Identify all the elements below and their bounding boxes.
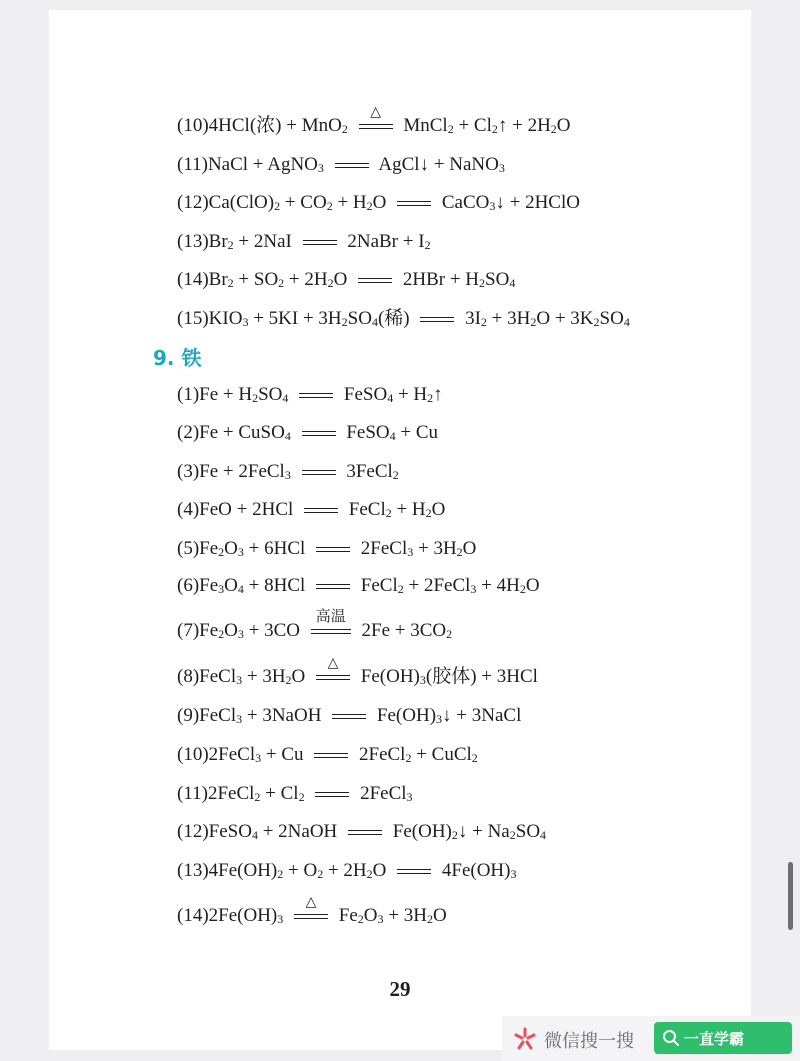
equation-10: (10)4HCl(浓) + MnO$_2$ △ MnCl$_2$ + $Cl_2↑ + 2H_2O$ (177, 105, 571, 136)
equals-sign: △ (316, 675, 350, 680)
equals-sign (348, 830, 382, 835)
equals-sign (397, 201, 431, 206)
equals-sign: △ (294, 914, 328, 919)
equals-sign: △ (359, 124, 393, 129)
equation-14: $(14)Br_2 + SO_2 + 2H_2O$ $2HBr + H_2SO_4$ (177, 269, 516, 290)
equals-sign (358, 278, 392, 283)
wechat-search-bar[interactable] (502, 1016, 800, 1061)
equation-fe-6: $(6)Fe_3O_4 + 8HCl$ FeCl$_2$ + 2FeCl$_3$ + $4H_2O$ (177, 575, 540, 596)
equation-12: $(12)Ca(ClO)_2 + CO_2 + H_2O$ CaCO$_3$↓ + 2HClO (177, 192, 580, 213)
equals-sign (303, 240, 337, 245)
scrollbar-thumb[interactable] (788, 862, 793, 930)
search-keyword-label: 一直学霸 (684, 1030, 745, 1048)
equation-fe-3: (3)Fe + 2FeCl$_3$ 3FeCl$_2$ (177, 461, 399, 482)
equation-fe-14: $(14)2Fe(OH)_3$ △ $Fe_2O_3 + 3H_2O$ (177, 895, 447, 926)
equation-fe-13: $(13)4Fe(OH)_2 + O_2 + 2H_2O$ $4Fe(OH)_3$ (177, 860, 517, 881)
equals-sign (397, 869, 431, 874)
equation-11: (11)NaCl + AgNO$_3$ AgCl↓ + NaNO$_3$ (177, 154, 505, 175)
equals-sign (302, 431, 336, 436)
equation-fe-9: (9)FeCl$_3$ + 3NaOH $Fe(OH)_3↓$ + 3NaCl (177, 705, 522, 726)
equals-sign (315, 792, 349, 797)
equation-fe-1: $(1)Fe + H_2SO_4$ FeSO$_4$ + $H_2↑$ (177, 384, 443, 405)
equals-sign (332, 714, 366, 719)
equation-fe-5: $(5)Fe_2O_3 + 6HCl$ 2FeCl$_3$ + $3H_2O$ (177, 538, 477, 559)
equals-sign (316, 584, 350, 589)
equation-13: $(13)Br_2 + 2NaI$ 2NaBr + $I_2$ (177, 231, 431, 252)
section-heading-iron: 9. 铁 (153, 346, 202, 370)
equals-sign: 高温 (311, 629, 351, 634)
equals-sign (335, 163, 369, 168)
equals-sign (304, 508, 338, 513)
equation-fe-8: (8)FeCl$_3$ + $3H_2O$ △ $Fe(OH)_3$(胶体) + 3HCl (177, 656, 538, 687)
equation-fe-7: $(7)Fe_2O_3 + 3CO$ 高温 $2Fe + 3CO_2$ (177, 609, 453, 641)
equation-15: $(15)KIO_3 + 5KI + 3H_2SO_4$(稀) $3I_2 + 3H_2O + 3K_2SO_4$ (177, 308, 630, 329)
equation-fe-2: (2)Fe + CuSO$_4$ FeSO$_4$ + Cu (177, 422, 439, 443)
equals-sign (302, 470, 336, 475)
equals-sign (299, 393, 333, 398)
equals-sign (314, 753, 348, 758)
equation-fe-12: (12)FeSO$_4$ + 2NaOH $Fe(OH)_2↓ + Na_2SO_4$ (177, 821, 547, 842)
equation-fe-11: (11)2FeCl$_2$ + $Cl_2$ 2FeCl$_3$ (177, 783, 413, 804)
equals-sign (316, 547, 350, 552)
wechat-search-label: 微信搜一搜 (544, 1031, 634, 1052)
search-keyword-button[interactable] (654, 1022, 792, 1054)
equation-fe-10: (10)2FeCl$_3$ + Cu 2FeCl$_2$ + CuCl$_2$ (177, 744, 478, 765)
search-icon (662, 1029, 680, 1047)
equals-sign (420, 317, 454, 322)
page-number: 29 (389, 977, 411, 1001)
equation-fe-4: (4)FeO + 2HCl FeCl$_2$ + $H_2O$ (177, 499, 446, 520)
wechat-search-logo-icon (512, 1026, 538, 1052)
